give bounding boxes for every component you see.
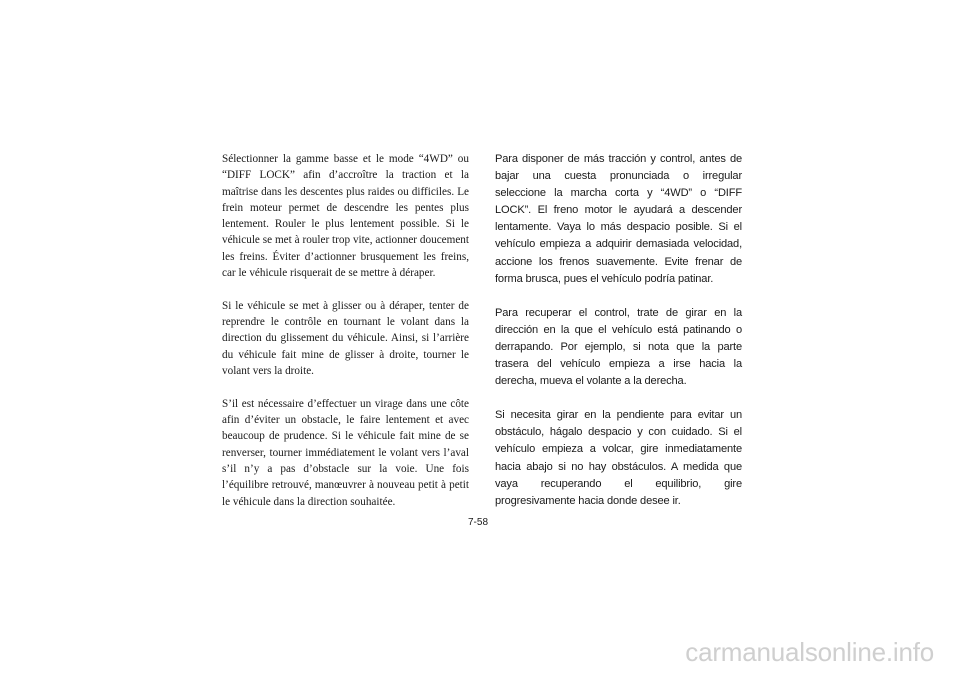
french-paragraph-3: S’il est nécessaire d’effectuer un virage dans une côte afin d’éviter un obstacle, le faire lentement et avec beaucoup de prudence. Si le véhicule fait mine de se renverser, tourner immédiatement le volant vers l’aval s’il n’y a pas d’obstacle sur la voie. Une fois l’équilibre retrouvé, manœuvrer à nouveau petit à petit le véhicule dans la direction souhaitée. bbox=[222, 397, 469, 508]
french-paragraph-1: Sélectionner la gamme basse et le mode “4WD” ou “DIFF LOCK” afin d’accroître la traction et la maîtrise dans les descentes plus raides ou difficiles. Le frein moteur permet de descendre les pentes plus lentement. Rouler le plus lentement possible. Si le véhicule se met à rouler trop vite, actionner doucement les freins. Éviter d’actionner brusquement les freins, car le véhicule risquerait de se mettre à déraper. bbox=[222, 153, 469, 280]
watermark: carmanualsonline.info bbox=[685, 637, 934, 667]
spanish-paragraph-3: Si necesita girar en la pendiente para evitar un obstáculo, hágalo despacio y con cuidado. Si el vehículo empieza a volcar, gire inmediatamente hacia abajo si no hay obstáculos. A medida que vaya recuperando el equilibrio, gire progresivamente hacia donde desee ir. bbox=[495, 409, 742, 507]
spanish-column bbox=[495, 151, 742, 510]
spanish-paragraph-2: Para recuperar el control, trate de girar en la dirección en la que el vehículo está patinando o derrapando. Por ejemplo, si nota que la parte trasera del vehículo empieza a irse hacia la derecha, mueva el volante a la derecha. bbox=[495, 306, 742, 388]
page-number: 7-58 bbox=[468, 517, 489, 528]
spanish-paragraph-1: Para disponer de más tracción y control, antes de bajar una cuesta pronunciada o irregular seleccione la marcha corta y “4WD” o “DIFF LOCK”. El freno motor le ayudará a descender lentamente. Vaya lo más despacio posible. Si el vehículo empieza a adquirir demasiada velocidad, accione los frenos suavemente. Evite frenar de forma brusca, pues el vehículo podría patinar. bbox=[495, 153, 742, 285]
french-column bbox=[222, 151, 469, 510]
french-paragraph-2: Si le véhicule se met à glisser ou à déraper, tenter de reprendre le contrôle en tournant le volant dans la direction du glissement du véhicule. Ainsi, si l’arrière du véhicule fait mine de glisser à droite, tourner le volant vers la droite. bbox=[222, 299, 469, 378]
